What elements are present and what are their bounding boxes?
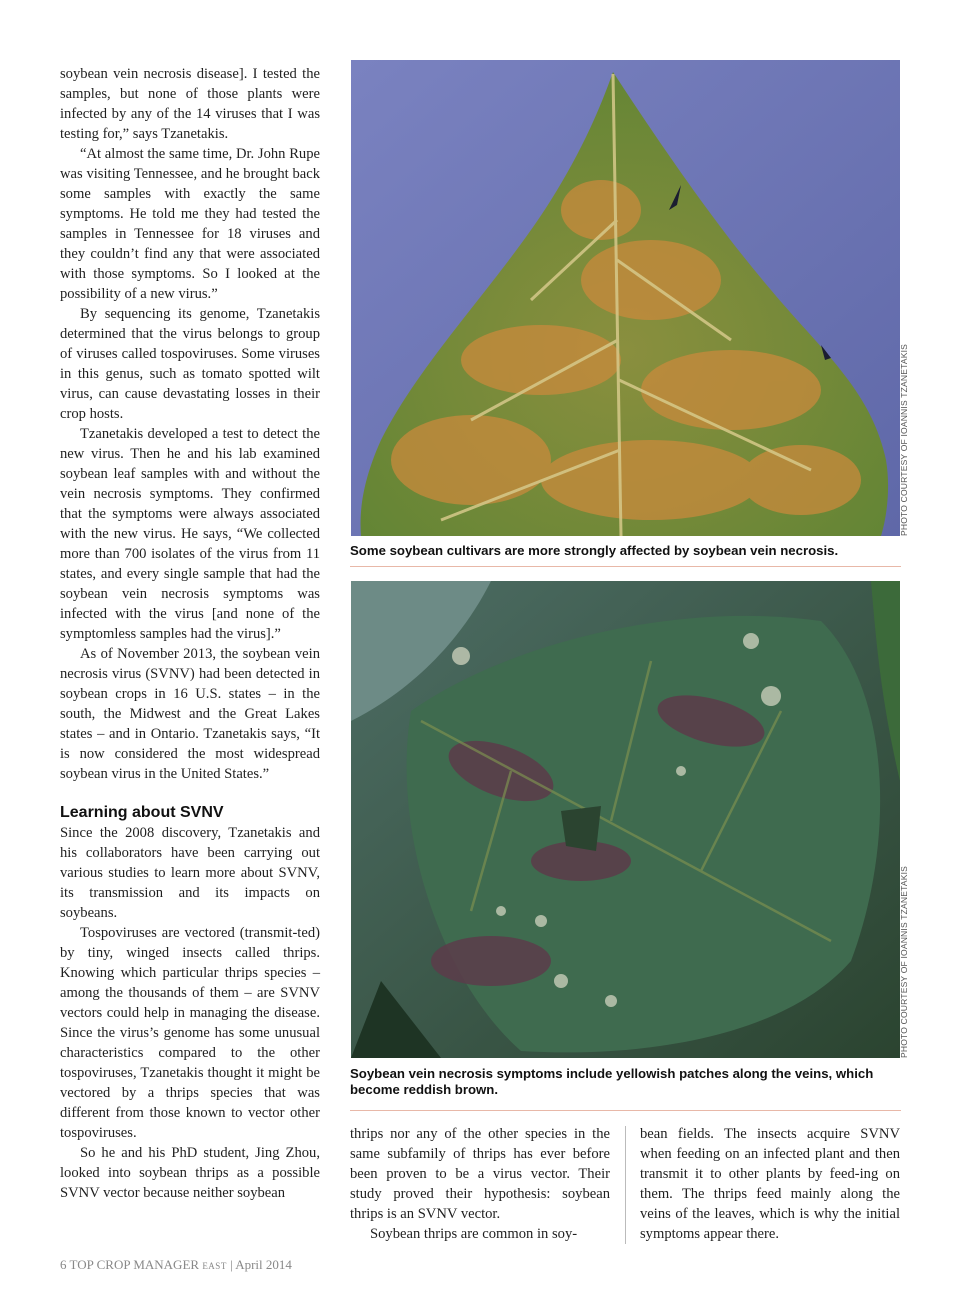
body-paragraph: Since the 2008 discovery, Tzanetakis and his collaborators have been carrying out various studies to learn more about SVNV, its transmission and its impacts on soybeans.: [60, 825, 320, 921]
photo-credit: PHOTO COURTESY OF IOANNIS TZANETAKIS: [899, 865, 909, 1058]
page-footer: [60, 1257, 292, 1273]
body-paragraph: Tzanetakis developed a test to detect the new virus. Then he and his lab examined soybean leaf samples with and without the vein necrosis symptoms. They confirmed that the symptoms were always associated with the new virus. He says, “We collected more than 700 isolates of the virus from 11 states, and every single sample that had the soybean vein necrosis symptoms was infected with the virus [and none of the symptomless samples had the virus].”: [60, 426, 320, 642]
body-paragraph: thrips nor any of the other species in the same subfamily of thrips has ever before been proven to be a virus vector. Their study proved their hypothesis: soybean thrips is an SVNV vector.: [350, 1126, 610, 1222]
middle-column: [350, 1124, 610, 1244]
body-paragraph: As of November 2013, the soybean vein necrosis virus (SVNV) had been detected in soybean crops in 16 U.S. states – in the south, the Midwest and the Great Lakes states – and in Ontario. Tzanetakis says, “It is now considered the most widespread soybean virus in the United States.”: [60, 646, 320, 782]
photo-caption: Some soybean cultivars are more strongly affected by soybean vein necrosis.: [350, 543, 839, 558]
left-column: [60, 64, 320, 1203]
page-number: 6: [60, 1257, 67, 1272]
soybean-leaf-photo: [351, 60, 900, 536]
body-paragraph: Soybean thrips are common in soy-: [370, 1226, 578, 1242]
leaf-illustration: [351, 60, 900, 536]
footer-separator: |: [230, 1257, 233, 1272]
soybean-field-photo: [351, 581, 900, 1058]
column-divider: [625, 1126, 626, 1244]
body-paragraph: So he and his PhD student, Jing Zhou, looked into soybean thrips as a possible SVNV vector because neither soybean: [60, 1145, 320, 1201]
issue-date: April 2014: [235, 1257, 292, 1272]
field-leaves-illustration: [351, 581, 900, 1058]
body-paragraph: soybean vein necrosis disease]. I tested the samples, but none of those plants were infected by any of the 14 viruses that I was testing for,” says Tzanetakis.: [60, 66, 320, 142]
magazine-edition: EAST: [202, 1261, 227, 1271]
body-paragraph: By sequencing its genome, Tzanetakis determined that the virus belongs to group of viruses called tospoviruses. Some viruses in this genus, such as tomato spotted wilt virus, can cause devastating losses in their crop hosts.: [60, 306, 320, 422]
body-paragraph: “At almost the same time, Dr. John Rupe was visiting Tennessee, and he brought back some samples with exactly the same symptoms. He told me they had tested the samples in Tennessee for 18 viruses and they couldn’t find any that were associated with those symptoms. So I looked at the possibility of a new virus.”: [60, 146, 320, 302]
body-paragraph: bean fields. The insects acquire SVNV when feeding on an infected plant and then transmit it to other plants by feed-ing on them. The thrips feed mainly along the veins of the leaves, which is why the initial symptoms appear there.: [640, 1126, 900, 1242]
photo-caption: Soybean vein necrosis symptoms include yellowish patches along the veins, which become reddish brown.: [350, 1066, 874, 1097]
magazine-name: TOP CROP MANAGER: [69, 1257, 200, 1272]
right-column: [640, 1124, 900, 1244]
caption-divider: [350, 1110, 901, 1111]
caption-divider: [350, 566, 901, 567]
section-subhead: Learning about SVNV: [60, 804, 224, 821]
body-paragraph: Tospoviruses are vectored (transmit-ted) by tiny, winged insects called thrips. Knowing which particular thrips species – among the thousands of them – are SVNV vectors could help in managing the disease. Since the virus’s genome has some unusual characteristics compared to the other tospoviruses, Tzanetakis thought it might be vectored by a thrips species that was different from those known to vector other tospoviruses.: [60, 925, 320, 1141]
photo-credit: PHOTO COURTESY OF IOANNIS TZANETAKIS: [899, 343, 909, 536]
